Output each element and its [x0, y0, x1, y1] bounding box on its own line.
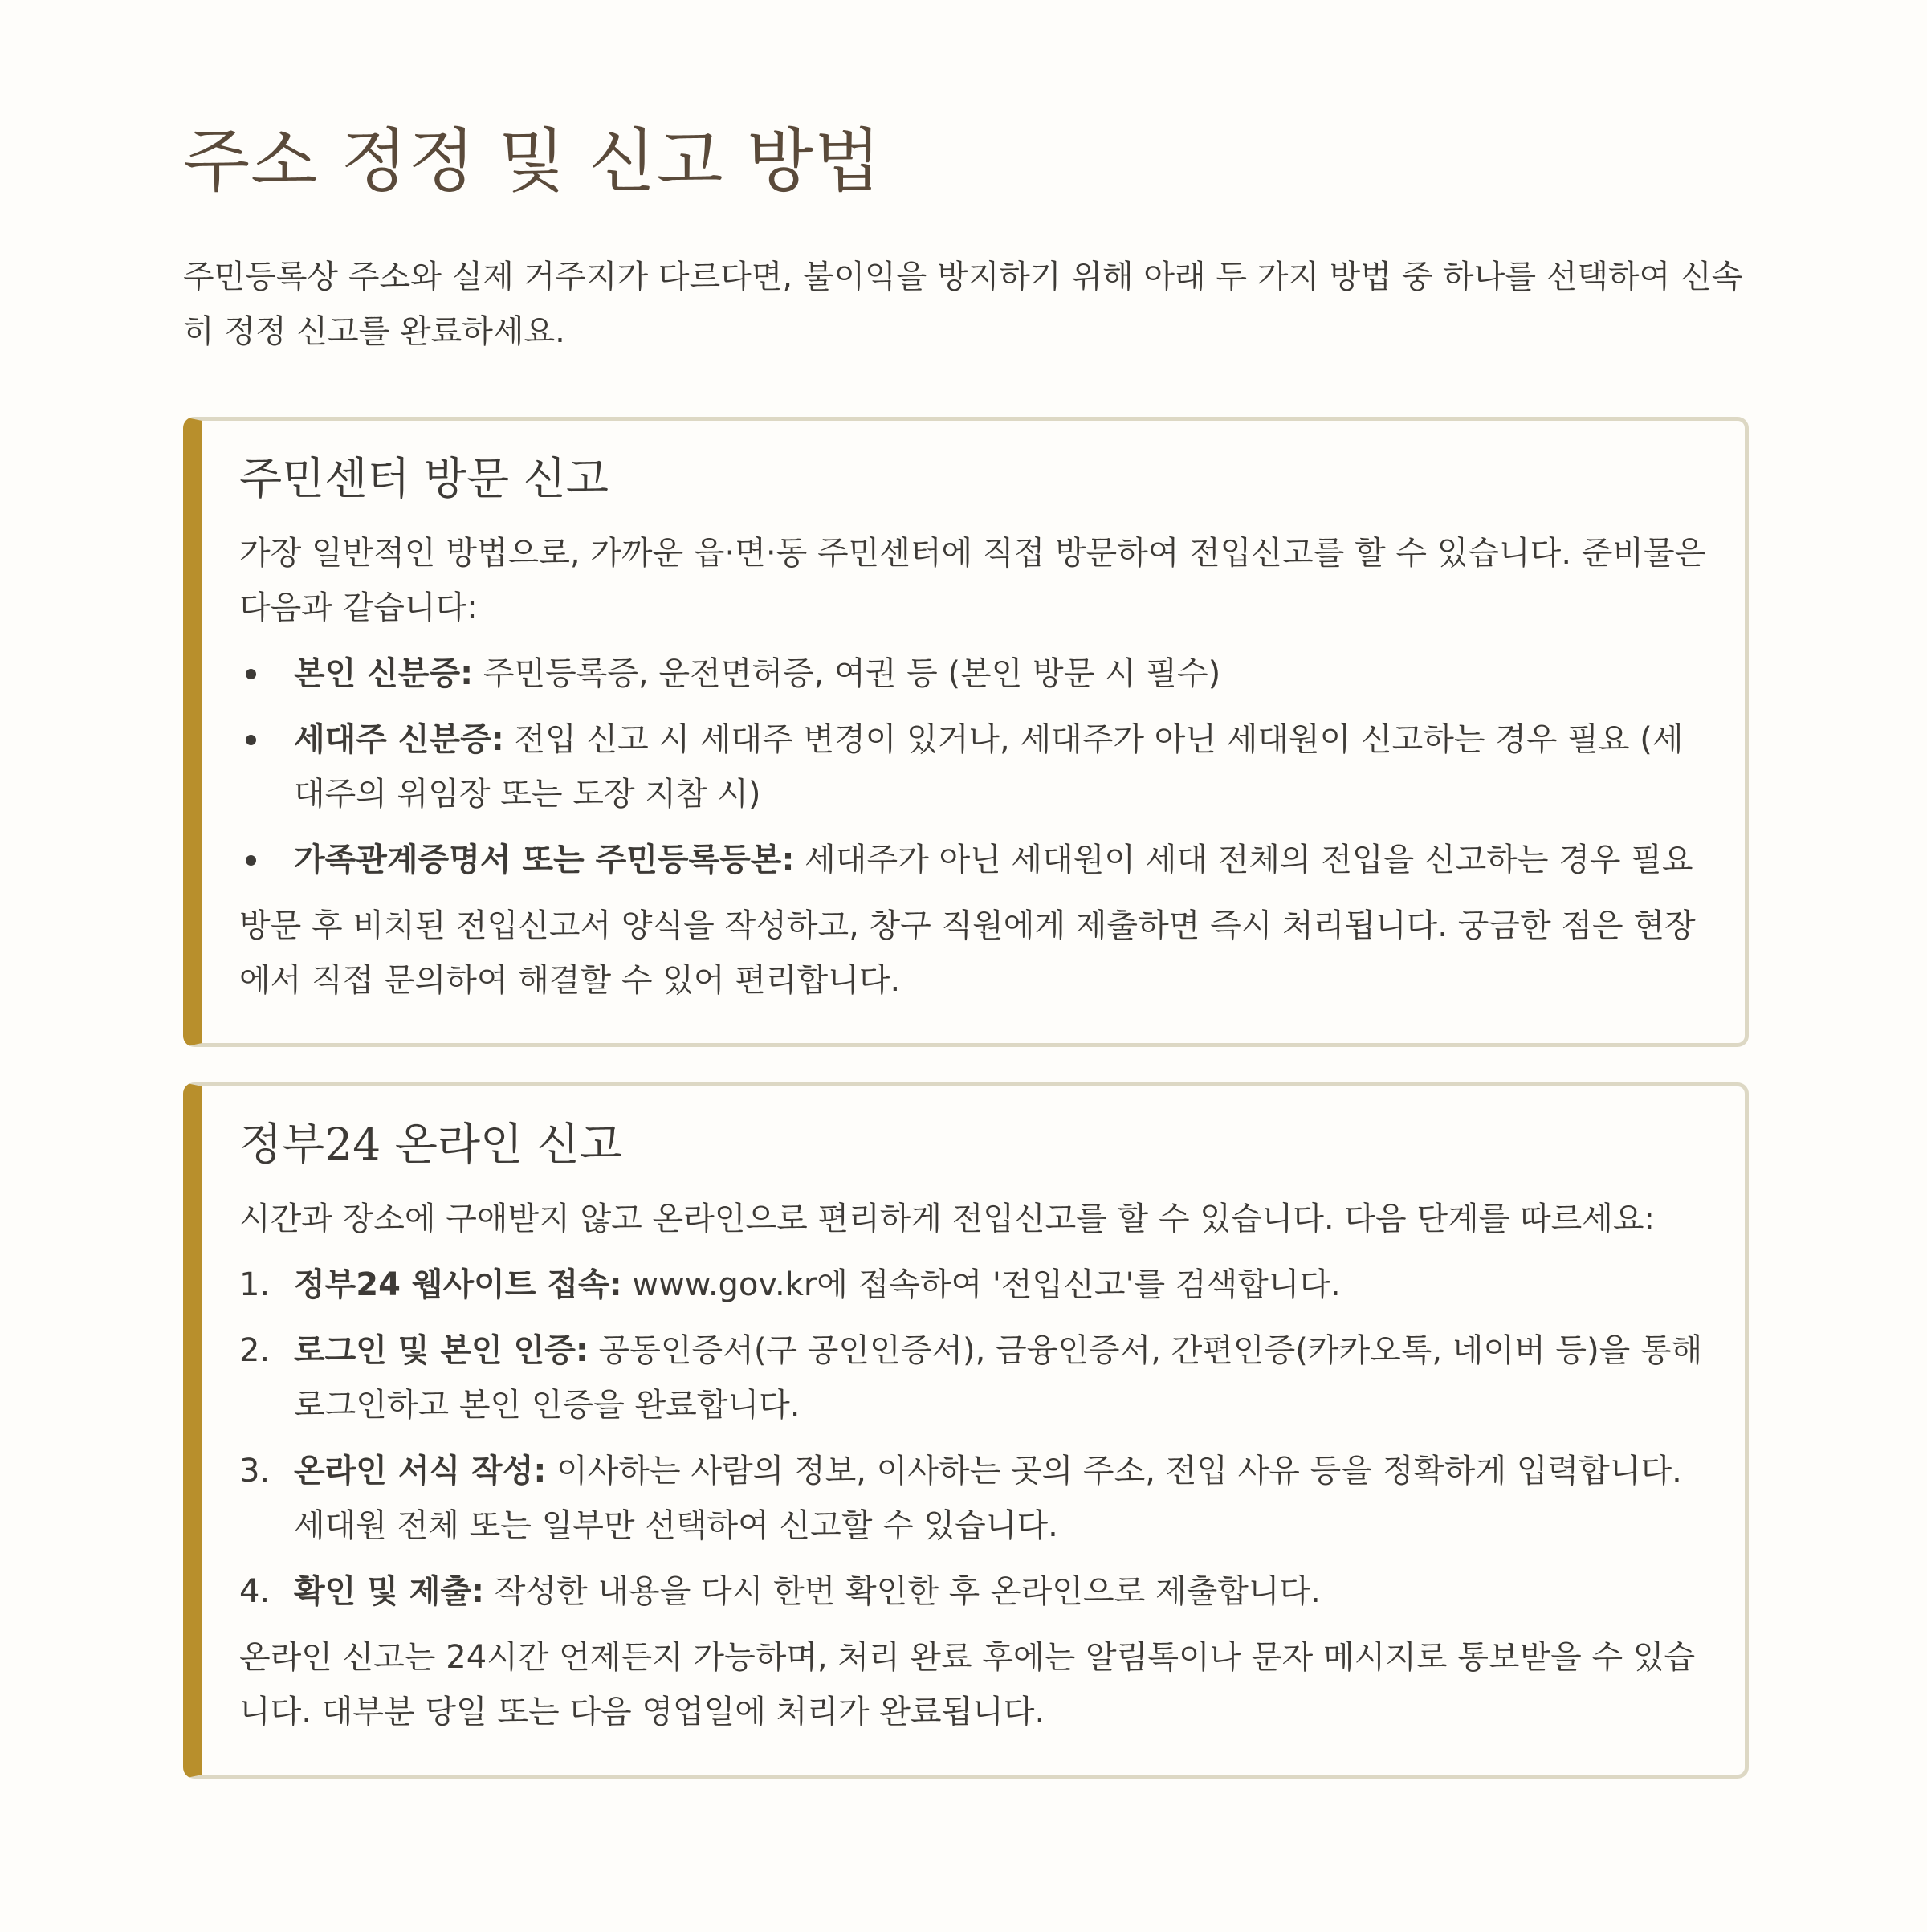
item-desc: 세대주가 아닌 세대원이 세대 전체의 전입을 신고하는 경우 필요 — [794, 841, 1693, 878]
online-lead: 시간과 장소에 구애받지 않고 온라인으로 편리하게 전입신고를 할 수 있습니다. 다음 단계를 따르세요: — [239, 1200, 1656, 1237]
step-term: 로그인 및 본인 인증: — [294, 1331, 589, 1369]
list-item — [239, 712, 1706, 821]
step-term: 정부24 웹사이트 접속: — [294, 1266, 622, 1303]
list-item — [239, 646, 1706, 701]
intro-text: 주민등록상 주소와 실제 거주지가 다르다면, 불이익을 방지하기 위해 아래 두 가지 방법 중 하나를 선택하여 신속히 정정 신고를 완료하세요. — [183, 259, 1743, 351]
list-item — [239, 833, 1706, 887]
bullet-icon — [246, 735, 256, 745]
step-number: 1. — [239, 1266, 271, 1303]
item-term: 가족관계증명서 또는 주민등록등본: — [294, 841, 795, 878]
online-report-card — [183, 1082, 1749, 1779]
step-desc: www.gov.kr에 접속하여 '전입신고'를 검색합니다. — [621, 1266, 1341, 1303]
step-number: 4. — [239, 1572, 271, 1610]
online-card-title: 정부24 온라인 신고 — [239, 1118, 622, 1170]
page-title: 주소 정정 및 신고 방법 — [183, 121, 882, 202]
visit-closing: 방문 후 비치된 전입신고서 양식을 작성하고, 창구 직원에게 제출하면 즉시 처리됩니다. 궁금한 점은 현장에서 직접 문의하여 해결할 수 있어 편리합니다. — [239, 907, 1696, 999]
online-steps-list — [239, 1257, 1706, 1619]
bullet-icon — [246, 669, 256, 679]
item-term: 세대주 신분증: — [294, 720, 504, 758]
visit-lead: 가장 일반적인 방법으로, 가까운 읍·면·동 주민센터에 직접 방문하여 전입신고를 할 수 있습니다. 준비물은 다음과 같습니다: — [239, 534, 1706, 626]
step-desc: 작성한 내용을 다시 한번 확인한 후 온라인으로 제출합니다. — [484, 1572, 1321, 1610]
step-term: 확인 및 제출: — [294, 1572, 485, 1610]
item-term: 본인 신분증: — [294, 654, 474, 692]
page — [183, 120, 1749, 1779]
visit-card-title: 주민센터 방문 신고 — [239, 453, 609, 505]
step-number: 2. — [239, 1331, 271, 1369]
visit-report-card — [183, 417, 1749, 1047]
online-closing: 온라인 신고는 24시간 언제든지 가능하며, 처리 완료 후에는 알림톡이나 문자 메시지로 통보받을 수 있습니다. 대부분 당일 또는 다음 영업일에 처리가 완료됩니다. — [239, 1638, 1696, 1730]
list-item — [239, 1564, 1706, 1619]
item-desc: 주민등록증, 운전면허증, 여권 등 (본인 방문 시 필수) — [473, 654, 1221, 692]
list-item — [239, 1323, 1706, 1433]
list-item — [239, 1444, 1706, 1553]
step-desc: 이사하는 사람의 정보, 이사하는 곳의 주소, 전입 사유 등을 정확하게 입력합니다. 세대원 전체 또는 일부만 선택하여 신고할 수 있습니다. — [294, 1452, 1682, 1544]
visit-requirements-list — [239, 646, 1706, 887]
list-item — [239, 1257, 1706, 1312]
step-number: 3. — [239, 1452, 271, 1490]
step-term: 온라인 서식 작성: — [294, 1452, 547, 1490]
bullet-icon — [246, 855, 256, 866]
item-desc: 전입 신고 시 세대주 변경이 있거나, 세대주가 아닌 세대원이 신고하는 경우 필요 (세대주의 위임장 또는 도장 지참 시) — [294, 720, 1684, 813]
step-desc: 공동인증서(구 공인인증서), 금융인증서, 간편인증(카카오톡, 네이버 등)을 통해 로그인하고 본인 인증을 완료합니다. — [294, 1331, 1703, 1424]
